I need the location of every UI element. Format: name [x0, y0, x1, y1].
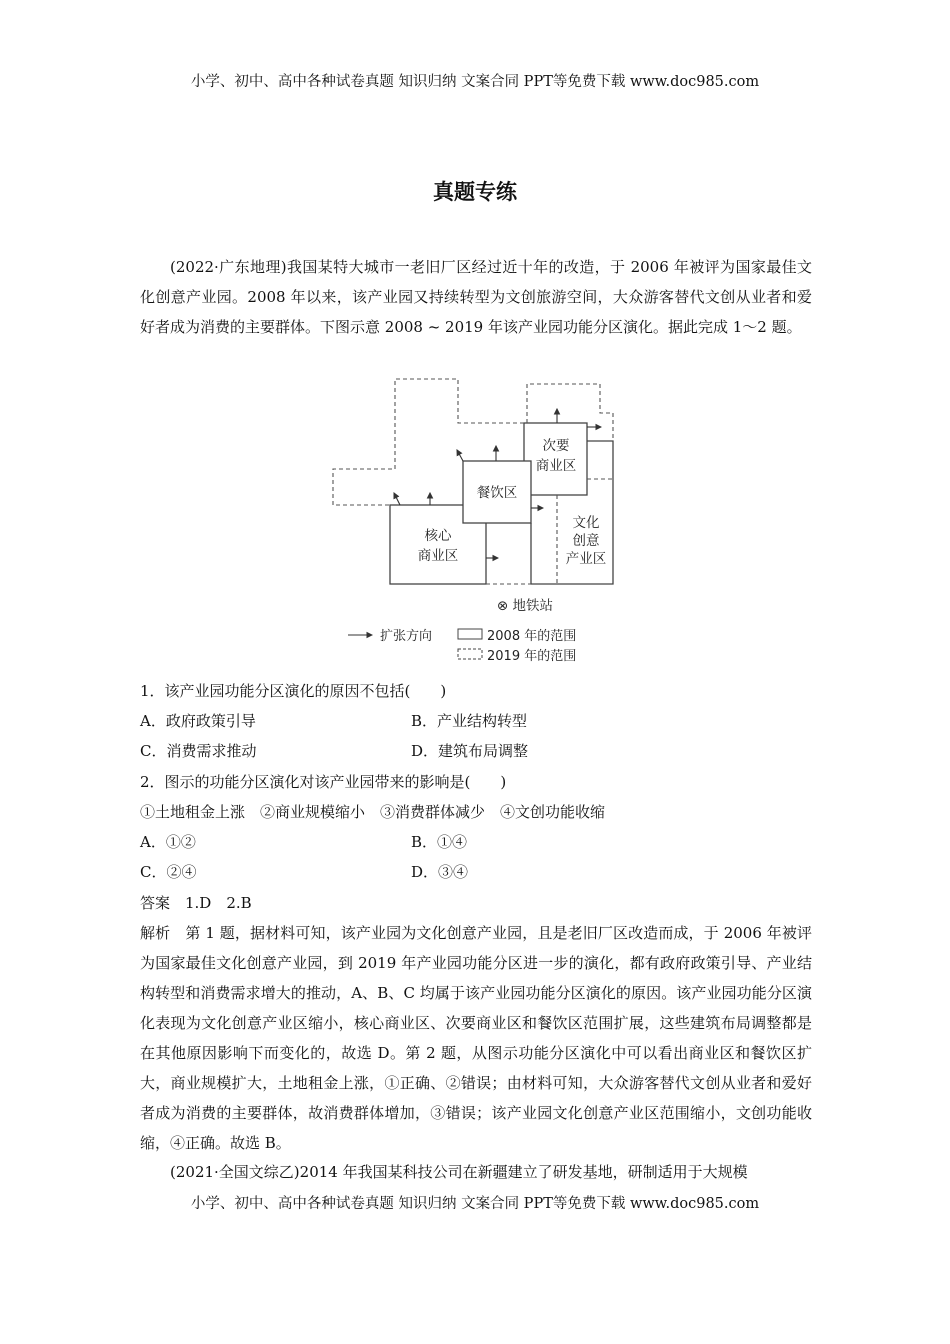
option: D．建筑布局调整	[411, 742, 529, 760]
legend-dashed-icon	[458, 649, 482, 659]
legend-arrow-label: 扩张方向	[380, 629, 433, 644]
question-2-items: ①土地租金上涨 ②商业规模缩小 ③消费群体减少 ④文创功能收缩	[140, 803, 606, 821]
option: D．③④	[411, 863, 469, 881]
zone-label: 次要	[542, 438, 570, 454]
question-1-stem: 1．该产业园功能分区演化的原因不包括( )	[140, 682, 447, 700]
zone-label: 创意	[572, 533, 600, 549]
intro-paragraph: (2022·广东地理)我国某特大城市一老旧厂区经过近十年的改造，于 2006 年被评为国家最佳文化创意产业园。2008 年以来，该产业园又持续转型为文创旅游空间，大众游客替代文创从业者和爱好者成为消费的主要群体。下图示意 2008 ~ 2019 年该产业园功能分区演化。据此完成 1～2 题。	[140, 258, 812, 336]
zone-label: 核心	[424, 528, 452, 544]
zone-label: 商业区	[535, 458, 577, 474]
zone-label: 产业区	[565, 551, 607, 567]
option: B．产业结构转型	[411, 712, 528, 730]
option: B．①④	[411, 833, 468, 851]
option: A．①②	[140, 833, 196, 851]
option: A．政府政策引导	[140, 712, 256, 730]
question-2-stem: 2．图示的功能分区演化对该产业园带来的影响是( )	[140, 773, 507, 791]
option: C．消费需求推动	[140, 742, 257, 760]
subway-station-label: ⊗ 地铁站	[496, 598, 554, 614]
option: C．②④	[140, 863, 197, 881]
page-title: 真题专练	[433, 179, 517, 204]
next-question-paragraph: (2021·全国文综乙)2014 年我国某科技公司在新疆建立了研发基地，研制适用于大规模	[170, 1163, 748, 1181]
zone-label: 餐饮区	[476, 485, 518, 501]
legend-2008-label: 2008 年的范围	[487, 629, 577, 644]
legend-2019-label: 2019 年的范围	[487, 649, 577, 664]
zone-label: 文化	[572, 515, 600, 531]
analysis-paragraph: 解析 第 1 题，据材料可知，该产业园为文化创意产业园，且是老旧厂区改造而成，于 2006 年被评为国家最佳文化创意产业园，到 2019 年产业园功能分区进一步的演化，都有政府政策引导、产业结构转型和消费需求增大的推动，A、B、C 均属于该产业园功能分区演化的原因。该产业园功能分区演化表现为文化创意产业区缩小，核心商业区、次要商业区和餐饮区范围扩展，这些建筑布局调整都是在其他原因影响下而变化的，故选 D。第 2 题，从图示功能分区演化中可以看出商业区和餐饮区扩大，商业规模扩大，土地租金上涨，①正确、②错误；由材料可知，大众游客替代文创从业者和爱好者成为消费的主要群体，故消费群体增加，③错误；该产业园文化创意产业区范围缩小，文创功能收缩，④正确。故选 B。	[140, 924, 812, 1152]
answer: 答案 1.D 2.B	[140, 894, 252, 912]
legend-solid-icon	[458, 629, 482, 639]
page-header: 小学、初中、高中各种试卷真题 知识归纳 文案合同 PPT等免费下载 www.doc985.com	[190, 74, 760, 90]
zone-label: 商业区	[417, 548, 459, 564]
page-footer: 小学、初中、高中各种试卷真题 知识归纳 文案合同 PPT等免费下载 www.doc985.com	[190, 1196, 760, 1212]
